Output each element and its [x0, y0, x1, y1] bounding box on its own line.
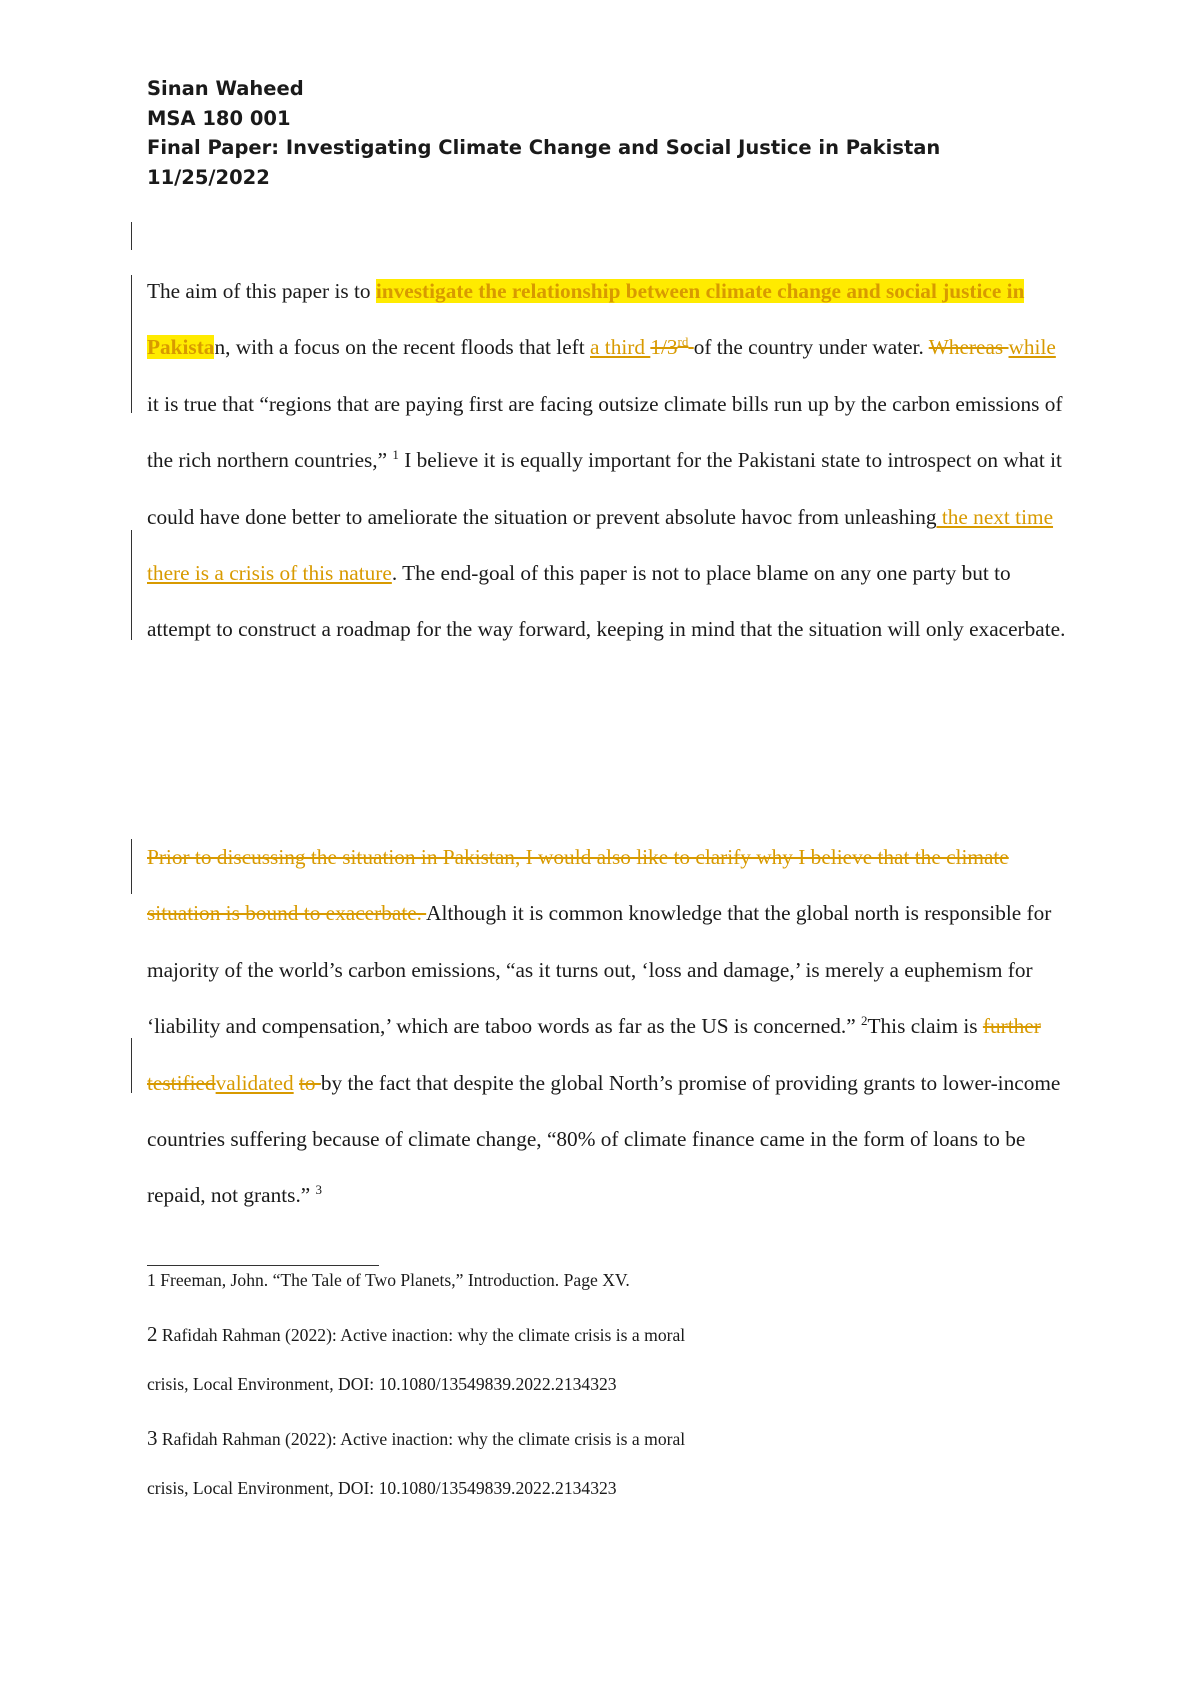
deleted-text	[650, 335, 693, 359]
footnote-2-continued	[147, 1374, 617, 1395]
footnote-2	[147, 1322, 685, 1347]
change-bar	[131, 1038, 132, 1093]
highlighted-text: investigate the relationship between climate change and social justice in Pakista	[147, 279, 1025, 360]
paper-title: Final Paper: Investigating Climate Change and Social Justice in Pakistan	[147, 136, 941, 159]
footnote-separator	[147, 1265, 379, 1266]
change-bar	[131, 839, 132, 894]
deleted-text: Whereas	[928, 335, 1009, 360]
text-run: This claim is	[867, 1014, 983, 1039]
change-bar	[131, 222, 132, 250]
footnote-3-continued	[147, 1478, 617, 1499]
footnote-text: Freeman, John. “The Tale of Two Planets,” Introduction. Page XV.	[155, 1270, 630, 1290]
inserted-text: the next time there is a crisis of this nature	[147, 504, 1054, 586]
footnote-text: Rafidah Rahman (2022): Active inaction: why the climate crisis is a moral	[157, 1429, 686, 1449]
text-run: n, with a focus on the recent floods that left	[214, 335, 590, 360]
inserted-text: while	[1008, 335, 1056, 360]
footnote-1	[147, 1270, 630, 1291]
paper-date: 11/25/2022	[147, 165, 270, 189]
text-run: I believe it is equally important for the Pakistani state to introspect on what it could have done better to ameliorate the situation or prevent absolute havoc from unleashing	[147, 448, 1062, 529]
text-run: Although it is common knowledge that the global north is responsible for majority of the world’s carbon emissions, “as it turns out, ‘loss and damage,’ is merely a euphemism for ‘liability and compensation,’ which are taboo words as far as the US is concerned.”	[147, 901, 1052, 1039]
document-header	[147, 74, 940, 192]
text-run: of the country under water.	[693, 335, 929, 360]
paragraph-body[interactable]	[147, 829, 1067, 1224]
footnote-number: 2	[147, 1322, 158, 1346]
text-run: it is true that “regions that are paying first are facing outsize climate bills run up by the carbon emissions of the rich northern countries,”	[147, 391, 1063, 473]
text-run: by the fact that despite the global North’s promise of providing grants to lower-income countries suffering because of climate change, “80% of climate finance came in the form of loans to be repaid, not grants.”	[147, 1070, 1061, 1208]
footnote-number: 3	[147, 1426, 158, 1450]
footnote-ref[interactable]: 1	[392, 447, 399, 463]
footnote-ref[interactable]: 3	[315, 1182, 323, 1198]
change-bar	[131, 530, 132, 640]
deleted-text: Prior to discussing the situation in Pakistan, I would also like to clarify why I believe that the climate situation is bound to exacerbate.	[147, 845, 1009, 926]
deleted-text: further testified	[147, 1014, 1041, 1095]
footnote-number: 1	[147, 1270, 156, 1290]
deleted-text: to	[299, 1070, 321, 1095]
course-code: MSA 180 001	[147, 106, 291, 130]
change-bar	[131, 275, 132, 413]
footnote-ref[interactable]: 2	[861, 1013, 868, 1029]
footnote-text: crisis, Local Environment, DOI: 10.1080/13549839.2022.2134323	[147, 1374, 617, 1394]
author-name: Sinan Waheed	[147, 77, 304, 100]
text-run: The aim of this paper is to	[147, 279, 376, 303]
deleted-text-main: 1/3	[650, 335, 678, 360]
text-run: . The end-goal of this paper is not to place blame on any one party but to attempt to construct a roadmap for the way forward, keeping in mind that the situation will only exacerbate.	[147, 561, 1066, 642]
footnote-text: crisis, Local Environment, DOI: 10.1080/13549839.2022.2134323	[147, 1478, 617, 1498]
inserted-text: a third	[590, 335, 651, 360]
footnote-text: Rafidah Rahman (2022): Active inaction: why the climate crisis is a moral	[157, 1325, 686, 1345]
inserted-text: validated	[215, 1070, 294, 1095]
footnote-3	[147, 1426, 685, 1451]
paragraph-intro[interactable]	[147, 263, 1067, 658]
deleted-superscript: rd	[677, 334, 689, 350]
